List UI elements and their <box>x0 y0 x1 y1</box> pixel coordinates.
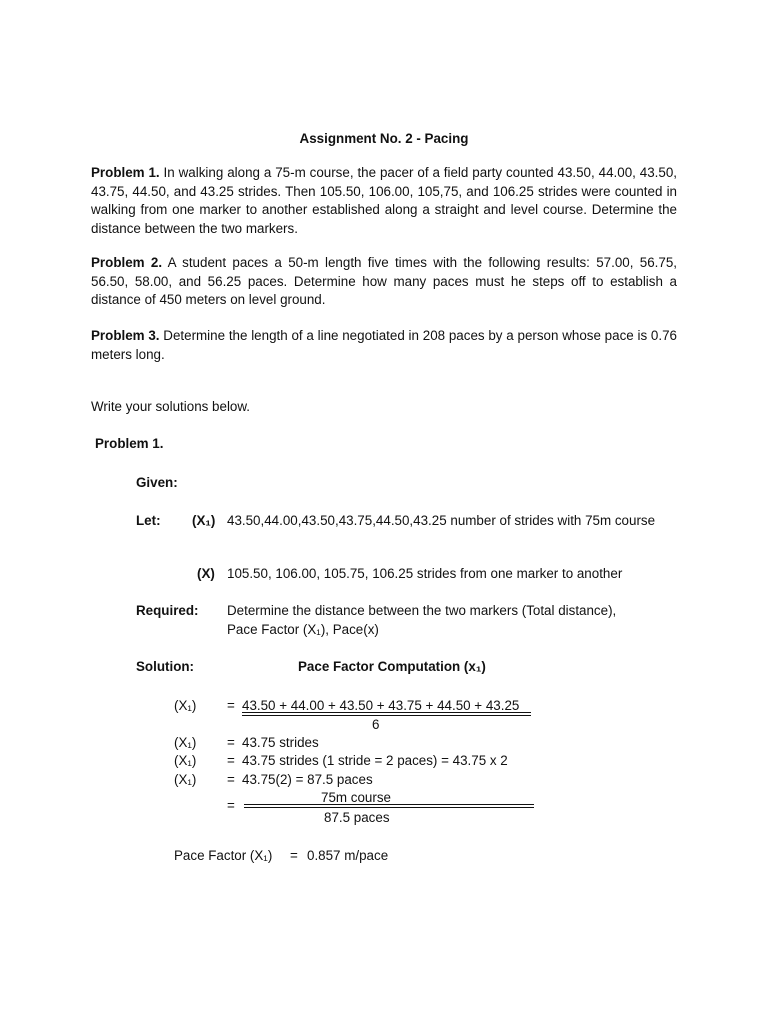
problem-3-label: Problem 3. <box>91 328 160 343</box>
problem-3-statement <box>91 327 677 364</box>
fraction-denominator: 87.5 paces <box>324 810 390 825</box>
x-definition: 105.50, 106.00, 105.75, 106.25 strides from one marker to another <box>227 566 623 581</box>
x1-definition: 43.50,44.00,43.50,43.75,44.50,43.25 number of strides with 75m course <box>227 513 656 528</box>
problem-2-statement <box>91 254 677 310</box>
equation-rhs: 43.75(2) = 87.5 paces <box>242 772 373 787</box>
fraction-bar <box>244 804 534 808</box>
problem-3-text: Determine the length of a line negotiated in 208 paces by a person whose pace is 0.76 meters long. <box>91 328 677 362</box>
equals-sign: = <box>227 735 235 750</box>
required-line-1: Determine the distance between the two markers (Total distance), <box>227 603 617 618</box>
let-label: Let: <box>136 513 161 528</box>
equals-sign: = <box>227 753 235 768</box>
x1-symbol: (X₁) <box>192 513 216 528</box>
problem-1-statement <box>91 164 677 238</box>
result-label: Pace Factor (X₁) <box>174 848 273 863</box>
x-symbol: (X) <box>197 566 215 581</box>
fraction-numerator: 75m course <box>321 790 391 805</box>
equation-rhs: 43.75 strides (1 stride = 2 paces) = 43.75 x 2 <box>242 753 508 768</box>
fraction-numerator: 43.50 + 44.00 + 43.50 + 43.75 + 44.50 + 43.25 <box>242 698 520 713</box>
equation-lhs: (X₁) <box>174 772 197 787</box>
equation-lhs: (X₁) <box>174 735 197 750</box>
equation-lhs: (X₁) <box>174 753 197 768</box>
equation-rhs: 43.75 strides <box>242 735 319 750</box>
solution-label: Solution: <box>136 659 195 674</box>
fraction-bar <box>242 712 531 716</box>
computation-heading: Pace Factor Computation (x₁) <box>298 659 486 674</box>
result-value: 0.857 m/pace <box>307 848 389 863</box>
equals-sign: = <box>227 772 235 787</box>
page-title: Assignment No. 2 - Pacing <box>299 131 469 146</box>
equals-sign: = <box>290 848 298 863</box>
problem-1-text: In walking along a 75-m course, the pacer of a field party counted 43.50, 44.00, 43.50, 43.75, 44.50, and 43.25 strides. Then 105.50, 106.00, 105,75, and 106.25 strides were counted in walking from one marker to another established along a straight and level course. Determine the distance between the two markers. <box>91 165 677 236</box>
solution-heading: Problem 1. <box>95 436 164 451</box>
problem-2-label: Problem 2. <box>91 255 163 270</box>
problem-1-label: Problem 1. <box>91 165 160 180</box>
instruction-text: Write your solutions below. <box>91 399 251 414</box>
required-label: Required: <box>136 603 199 618</box>
equals-sign: = <box>227 698 235 713</box>
fraction-denominator: 6 <box>372 717 380 732</box>
equation-lhs: (X₁) <box>174 698 197 713</box>
equals-sign: = <box>227 798 235 813</box>
required-line-2: Pace Factor (X₁), Pace(x) <box>227 622 379 637</box>
problem-2-text: A student paces a 50-m length five times with the following results: 57.00, 56.75, 56.50, 58.00, and 56.25 paces. Determine how many paces must he steps off to establish a distance of 450 meters on level ground. <box>91 255 677 307</box>
given-label: Given: <box>136 475 178 490</box>
